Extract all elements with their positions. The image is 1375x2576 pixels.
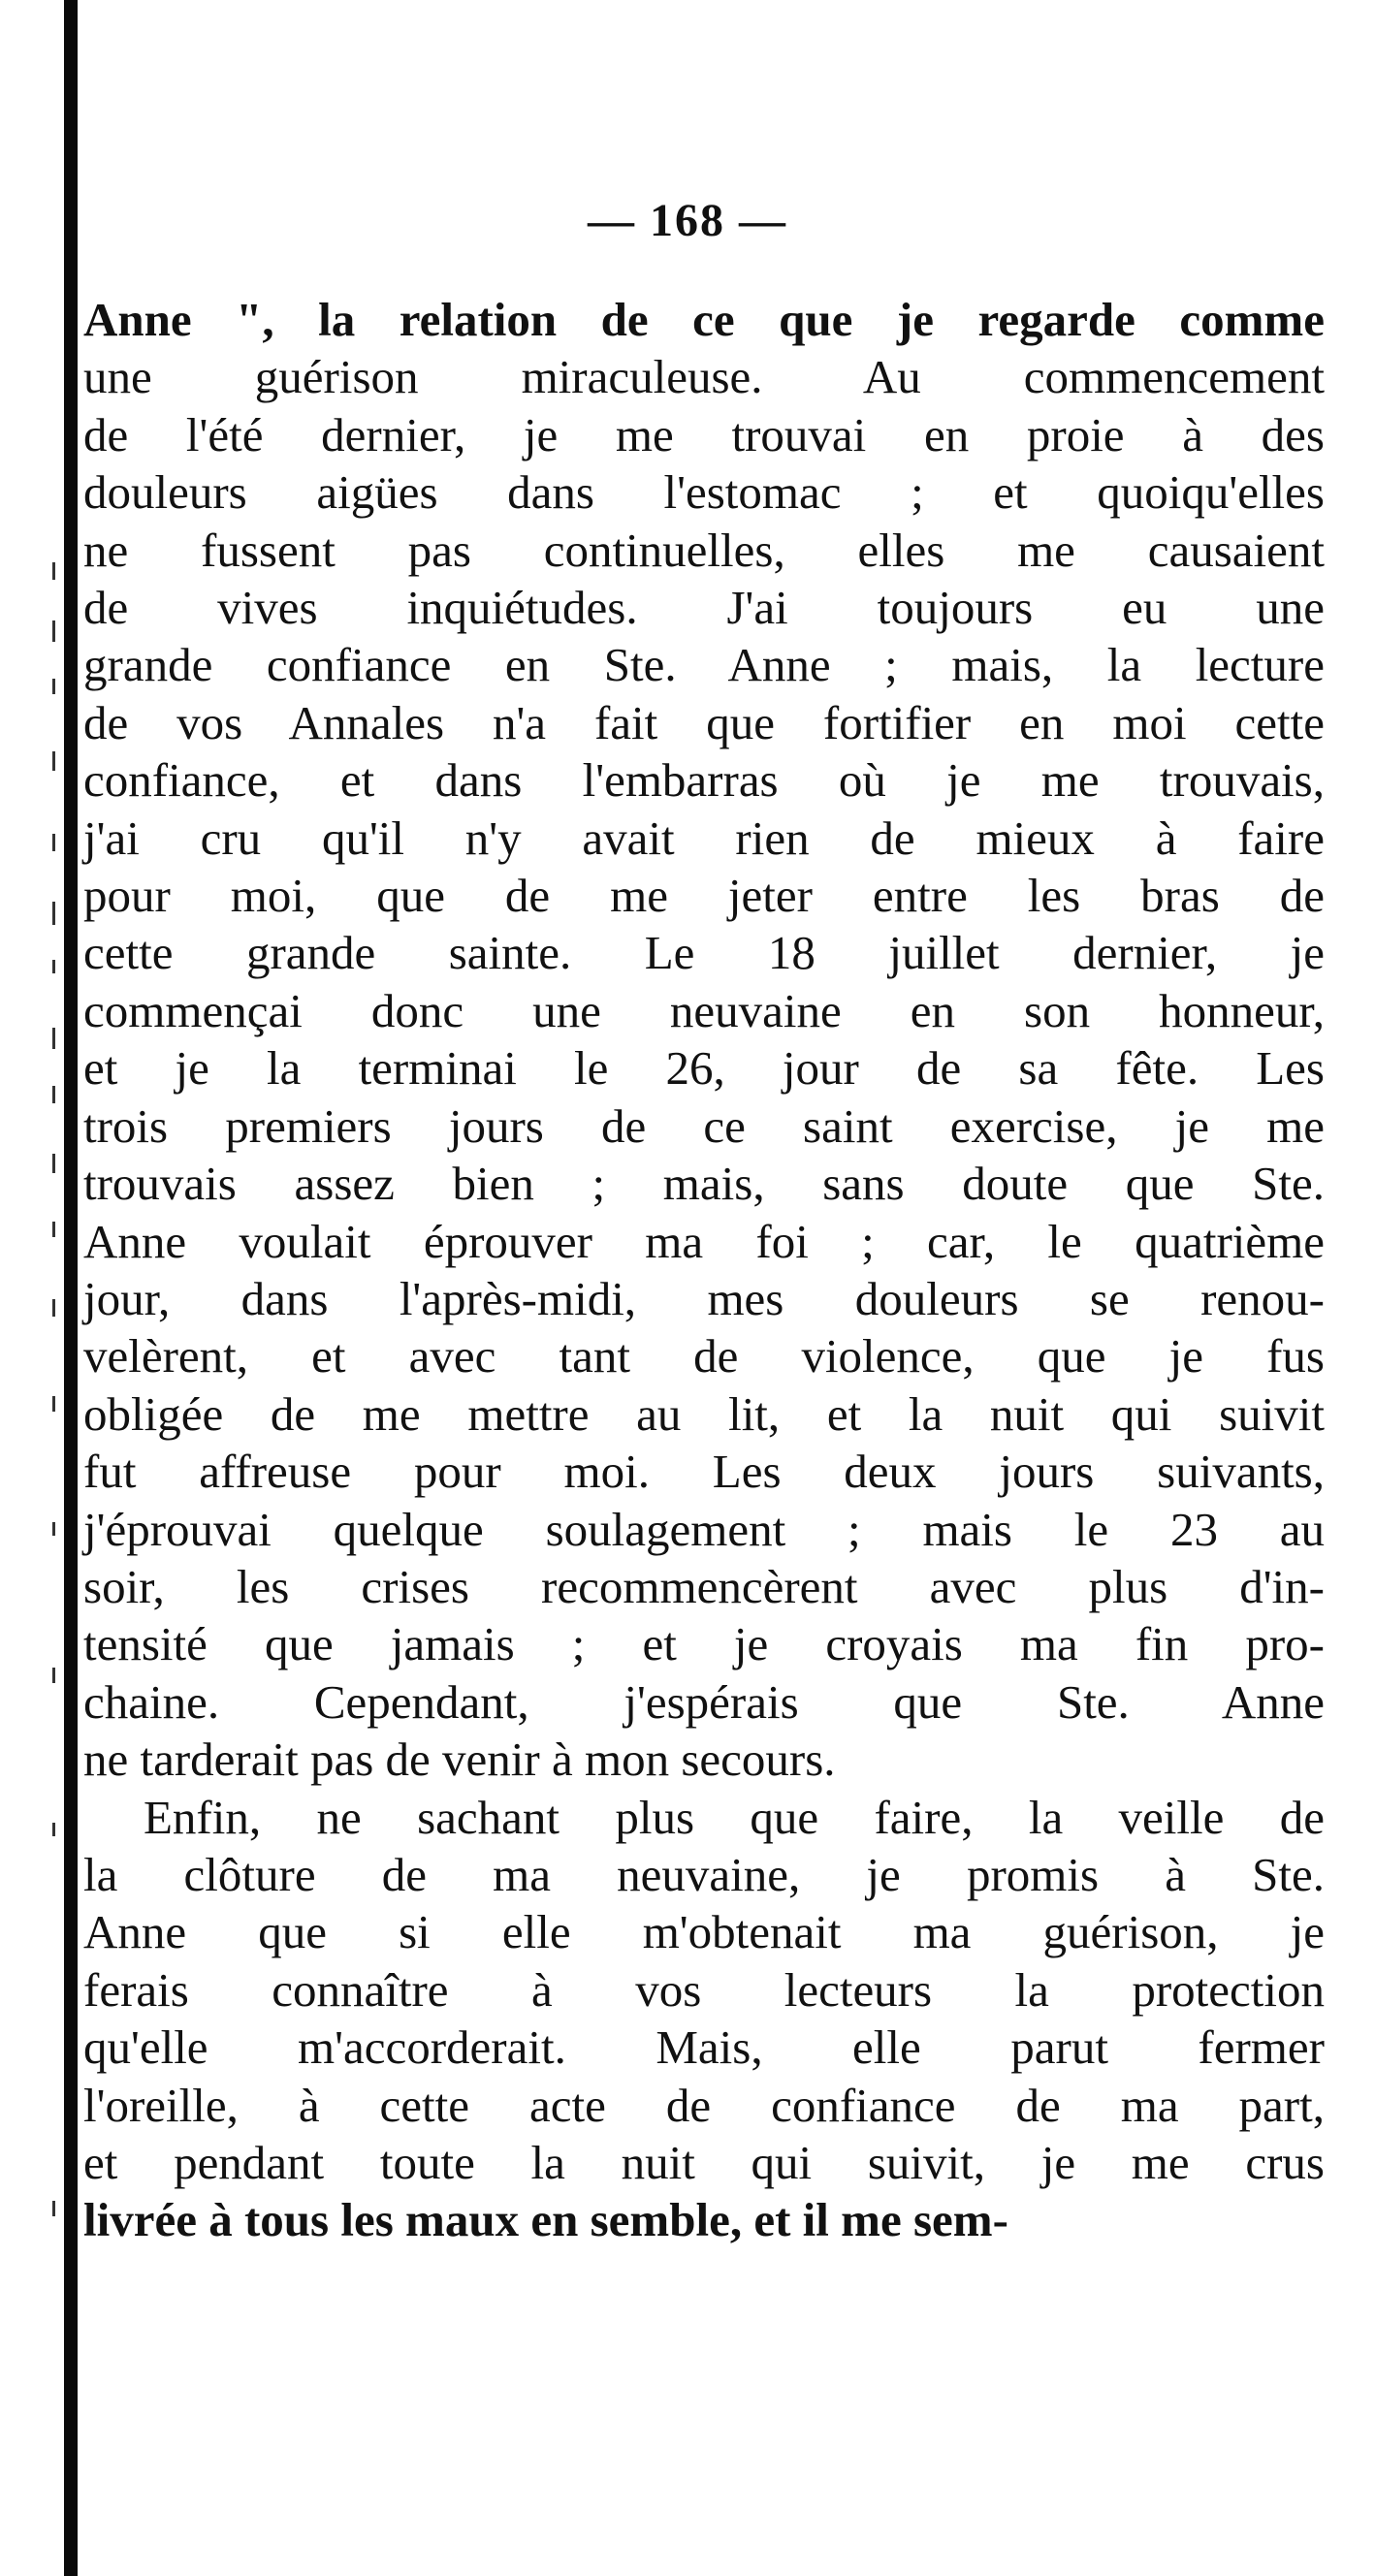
- text-line: grande confiance en Ste. Anne ; mais, la lecture: [83, 638, 1325, 692]
- text-line: velèrent, et avec tant de violence, que je fus: [83, 1329, 1325, 1383]
- text-line: douleurs aigües dans l'estomac ; et quoiqu'elles: [83, 465, 1325, 520]
- text-line: trois premiers jours de ce saint exercise, je me: [83, 1098, 1325, 1153]
- text-line: ne fussent pas continuelles, elles me causaient: [83, 523, 1325, 577]
- text-line: cette grande sainte. Le 18 juillet dernier, je: [83, 926, 1325, 980]
- text-line: la clôture de ma neuvaine, je promis à Ste.: [83, 1847, 1325, 1901]
- text-line: j'ai cru qu'il n'y avait rien de mieux à faire: [83, 811, 1325, 865]
- text-line: et je la terminai le 26, jour de sa fête. Les: [83, 1041, 1325, 1096]
- text-line: j'éprouvai quelque soulagement ; mais le 23 au: [83, 1502, 1325, 1556]
- text-line: de vos Annales n'a fait que fortifier en moi cette: [83, 695, 1325, 749]
- paragraph: [83, 291, 1325, 1789]
- text-line: jour, dans l'après-midi, mes douleurs se renou-: [83, 1271, 1325, 1325]
- text-line: soir, les crises recommencèrent avec plus d'in-: [83, 1559, 1325, 1613]
- text-line: de l'été dernier, je me trouvai en proie à des: [83, 407, 1325, 461]
- text-line: ne tarderait pas de venir à mon secours.: [83, 1733, 836, 1787]
- body-text: [83, 291, 1325, 2249]
- text-line: ferais connaître à vos lecteurs la protection: [83, 1962, 1325, 2017]
- text-line: Anne ", la relation de ce que je regarde comme: [83, 293, 1325, 346]
- text-line: chaine. Cependant, j'espérais que Ste. Anne: [83, 1674, 1325, 1729]
- text-line: tensité que jamais ; et je croyais ma fin pro-: [83, 1617, 1325, 1671]
- text-line: trouvais assez bien ; mais, sans doute que Ste.: [83, 1157, 1325, 1211]
- text-line: l'oreille, à cette acte de confiance de ma part,: [83, 2078, 1325, 2132]
- text-line: qu'elle m'accorderait. Mais, elle parut fermer: [83, 2020, 1325, 2075]
- text-line: une guérison miraculeuse. Au commencement: [83, 350, 1325, 404]
- page-number: — 168 —: [588, 195, 787, 246]
- text-line: fut affreuse pour moi. Les deux jours suivants,: [83, 1445, 1325, 1499]
- text-line: Anne que si elle m'obtenait ma guérison, je: [83, 1905, 1325, 1959]
- text-line: Enfin, ne sachant plus que faire, la veille de: [144, 1790, 1325, 1844]
- margin-marks: [52, 543, 60, 2288]
- text-line: et pendant toute la nuit qui suivit, je me crus: [83, 2136, 1325, 2189]
- text-line: commençai donc une neuvaine en son honneur,: [83, 983, 1325, 1037]
- paragraph: [83, 1789, 1325, 2249]
- binding-rule: [64, 0, 78, 2576]
- text-line: pour moi, que de me jeter entre les bras de: [83, 869, 1325, 923]
- text-line: obligée de me mettre au lit, et la nuit qui suivit: [83, 1386, 1325, 1441]
- text-line: livrée à tous les maux en semble, et il me sem-: [83, 2193, 1008, 2247]
- text-line: Anne voulait éprouver ma foi ; car, le quatrième: [83, 1214, 1325, 1268]
- text-line: confiance, et dans l'embarras où je me trouvais,: [83, 753, 1325, 808]
- text-line: de vives inquiétudes. J'ai toujours eu une: [83, 581, 1325, 635]
